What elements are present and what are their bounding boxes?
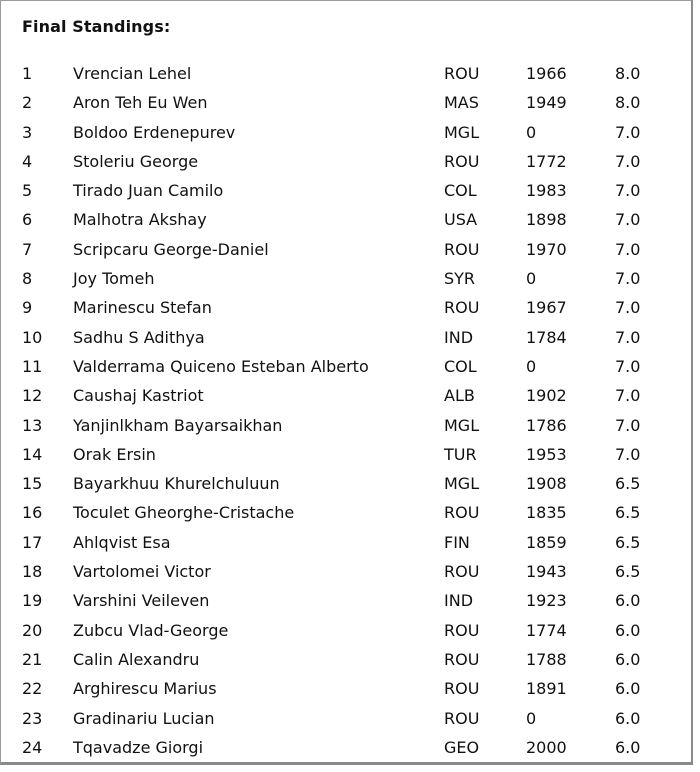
player-name-cell: Ahlqvist Esa	[73, 532, 171, 552]
federation-cell: MGL	[444, 474, 480, 494]
player-name-cell: Varshini Veileven	[73, 591, 210, 611]
points-cell: 7.0	[615, 151, 641, 171]
rating-cell: 0	[526, 269, 537, 289]
table-row	[1, 266, 691, 295]
federation-cell: ROU	[444, 649, 480, 669]
rating-cell: 0	[526, 356, 537, 376]
table-row	[1, 588, 691, 617]
federation-cell: COL	[444, 356, 477, 376]
player-name-cell: Scripcaru George-Daniel	[73, 239, 269, 259]
rank-cell: 23	[22, 708, 43, 728]
rank-cell: 17	[22, 532, 43, 552]
points-cell: 7.0	[615, 327, 641, 347]
player-name-cell: Malhotra Akshay	[73, 210, 207, 230]
table-row	[1, 442, 691, 471]
rank-cell: 18	[22, 562, 43, 582]
rating-cell: 1908	[526, 474, 567, 494]
points-cell: 7.0	[615, 298, 641, 318]
player-name-cell: Stoleriu George	[73, 151, 199, 171]
player-name-cell: Zubcu Vlad-George	[73, 620, 229, 640]
player-name-cell: Yanjinlkham Bayarsaikhan	[73, 415, 283, 435]
rank-cell: 9	[22, 298, 33, 318]
federation-cell: ROU	[444, 620, 480, 640]
table-row	[1, 120, 691, 149]
rating-cell: 1891	[526, 679, 567, 699]
federation-cell: ROU	[444, 503, 480, 523]
points-cell: 7.0	[615, 386, 641, 406]
federation-cell: ROU	[444, 708, 480, 728]
table-row	[1, 559, 691, 588]
rank-cell: 13	[22, 415, 43, 435]
table-row	[1, 647, 691, 676]
rating-cell: 1859	[526, 532, 567, 552]
player-name-cell: Marinescu Stefan	[73, 298, 212, 318]
points-cell: 6.0	[615, 591, 641, 611]
points-cell: 7.0	[615, 181, 641, 201]
federation-cell: MAS	[444, 93, 479, 113]
rank-cell: 11	[22, 356, 43, 376]
rating-cell: 1835	[526, 503, 567, 523]
player-name-cell: Aron Teh Eu Wen	[73, 93, 208, 113]
points-cell: 7.0	[615, 444, 641, 464]
federation-cell: ROU	[444, 239, 480, 259]
table-row	[1, 178, 691, 207]
federation-cell: MGL	[444, 122, 480, 142]
table-row	[1, 500, 691, 529]
rating-cell: 1967	[526, 298, 567, 318]
federation-cell: ALB	[444, 386, 475, 406]
federation-cell: IND	[444, 591, 474, 611]
federation-cell: IND	[444, 327, 474, 347]
rating-cell: 1953	[526, 444, 567, 464]
player-name-cell: Calin Alexandru	[73, 649, 200, 669]
federation-cell: TUR	[444, 444, 477, 464]
rating-cell: 1786	[526, 415, 567, 435]
rank-cell: 24	[22, 737, 43, 757]
rating-cell: 1966	[526, 64, 567, 83]
points-cell: 8.0	[615, 93, 641, 113]
rank-cell: 15	[22, 474, 43, 494]
table-row	[1, 149, 691, 178]
table-row	[1, 325, 691, 354]
table-row	[1, 207, 691, 236]
points-cell: 7.0	[615, 356, 641, 376]
player-name-cell: Vartolomei Victor	[73, 562, 211, 582]
federation-cell: USA	[444, 210, 478, 230]
rank-cell: 6	[22, 210, 33, 230]
rank-cell: 20	[22, 620, 43, 640]
player-name-cell: Tirado Juan Camilo	[73, 181, 224, 201]
table-row	[1, 90, 691, 119]
table-row	[1, 735, 691, 764]
rank-cell: 14	[22, 444, 43, 464]
player-name-cell: Orak Ersin	[73, 444, 156, 464]
rank-cell: 4	[22, 151, 33, 171]
rating-cell: 1923	[526, 591, 567, 611]
rank-cell: 1	[22, 64, 33, 83]
rating-cell: 1898	[526, 210, 567, 230]
federation-cell: COL	[444, 181, 477, 201]
rating-cell: 2000	[526, 737, 567, 757]
rank-cell: 3	[22, 122, 33, 142]
federation-cell: ROU	[444, 562, 480, 582]
player-name-cell: Bayarkhuu Khurelchuluun	[73, 474, 280, 494]
player-name-cell: Valderrama Quiceno Esteban Alberto	[73, 356, 369, 376]
player-name-cell: Sadhu S Adithya	[73, 327, 205, 347]
table-row	[1, 706, 691, 735]
points-cell: 7.0	[615, 415, 641, 435]
rating-cell: 1774	[526, 620, 567, 640]
rating-cell: 1784	[526, 327, 567, 347]
table-row	[1, 676, 691, 705]
rank-cell: 22	[22, 679, 43, 699]
rank-cell: 10	[22, 327, 43, 347]
rating-cell: 1949	[526, 93, 567, 113]
federation-cell: ROU	[444, 298, 480, 318]
player-name-cell: Vrencian Lehel	[73, 64, 192, 83]
points-cell: 6.5	[615, 532, 641, 552]
points-cell: 7.0	[615, 269, 641, 289]
points-cell: 6.0	[615, 620, 641, 640]
table-row	[1, 383, 691, 412]
rating-cell: 1772	[526, 151, 567, 171]
rank-cell: 5	[22, 181, 33, 201]
rating-cell: 0	[526, 708, 537, 728]
points-cell: 6.0	[615, 649, 641, 669]
federation-cell: MGL	[444, 415, 480, 435]
rank-cell: 16	[22, 503, 43, 523]
rank-cell: 19	[22, 591, 43, 611]
points-cell: 6.5	[615, 562, 641, 582]
points-cell: 7.0	[615, 210, 641, 230]
rating-cell: 1943	[526, 562, 567, 582]
table-row	[1, 530, 691, 559]
points-cell: 6.5	[615, 474, 641, 494]
table-row	[1, 295, 691, 324]
points-cell: 8.0	[615, 64, 641, 83]
federation-cell: SYR	[444, 269, 476, 289]
rating-cell: 1788	[526, 649, 567, 669]
federation-cell: ROU	[444, 151, 480, 171]
player-name-cell: Gradinariu Lucian	[73, 708, 215, 728]
table-row	[1, 354, 691, 383]
rank-cell: 12	[22, 386, 43, 406]
rank-cell: 21	[22, 649, 43, 669]
rank-cell: 2	[22, 93, 33, 113]
rating-cell: 0	[526, 122, 537, 142]
table-row	[1, 413, 691, 442]
points-cell: 6.0	[615, 679, 641, 699]
player-name-cell: Boldoo Erdenepurev	[73, 122, 236, 142]
points-cell: 7.0	[615, 239, 641, 259]
table-row	[1, 237, 691, 266]
points-cell: 6.0	[615, 708, 641, 728]
points-cell: 7.0	[615, 122, 641, 142]
table-row	[1, 61, 691, 90]
points-cell: 6.0	[615, 737, 641, 757]
player-name-cell: Joy Tomeh	[73, 269, 155, 289]
player-name-cell: Toculet Gheorghe-Cristache	[73, 503, 295, 523]
federation-cell: ROU	[444, 64, 480, 83]
federation-cell: FIN	[444, 532, 470, 552]
player-name-cell: Caushaj Kastriot	[73, 386, 204, 406]
points-cell: 6.5	[615, 503, 641, 523]
player-name-cell: Tqavadze Giorgi	[73, 737, 204, 757]
federation-cell: GEO	[444, 737, 480, 757]
rank-cell: 7	[22, 239, 33, 259]
rating-cell: 1983	[526, 181, 567, 201]
standings-table	[1, 61, 691, 764]
rating-cell: 1970	[526, 239, 567, 259]
federation-cell: ROU	[444, 679, 480, 699]
page-title: Final Standings:	[22, 17, 171, 36]
player-name-cell: Arghirescu Marius	[73, 679, 217, 699]
rating-cell: 1902	[526, 386, 567, 406]
table-row	[1, 618, 691, 647]
table-row	[1, 471, 691, 500]
rank-cell: 8	[22, 269, 33, 289]
